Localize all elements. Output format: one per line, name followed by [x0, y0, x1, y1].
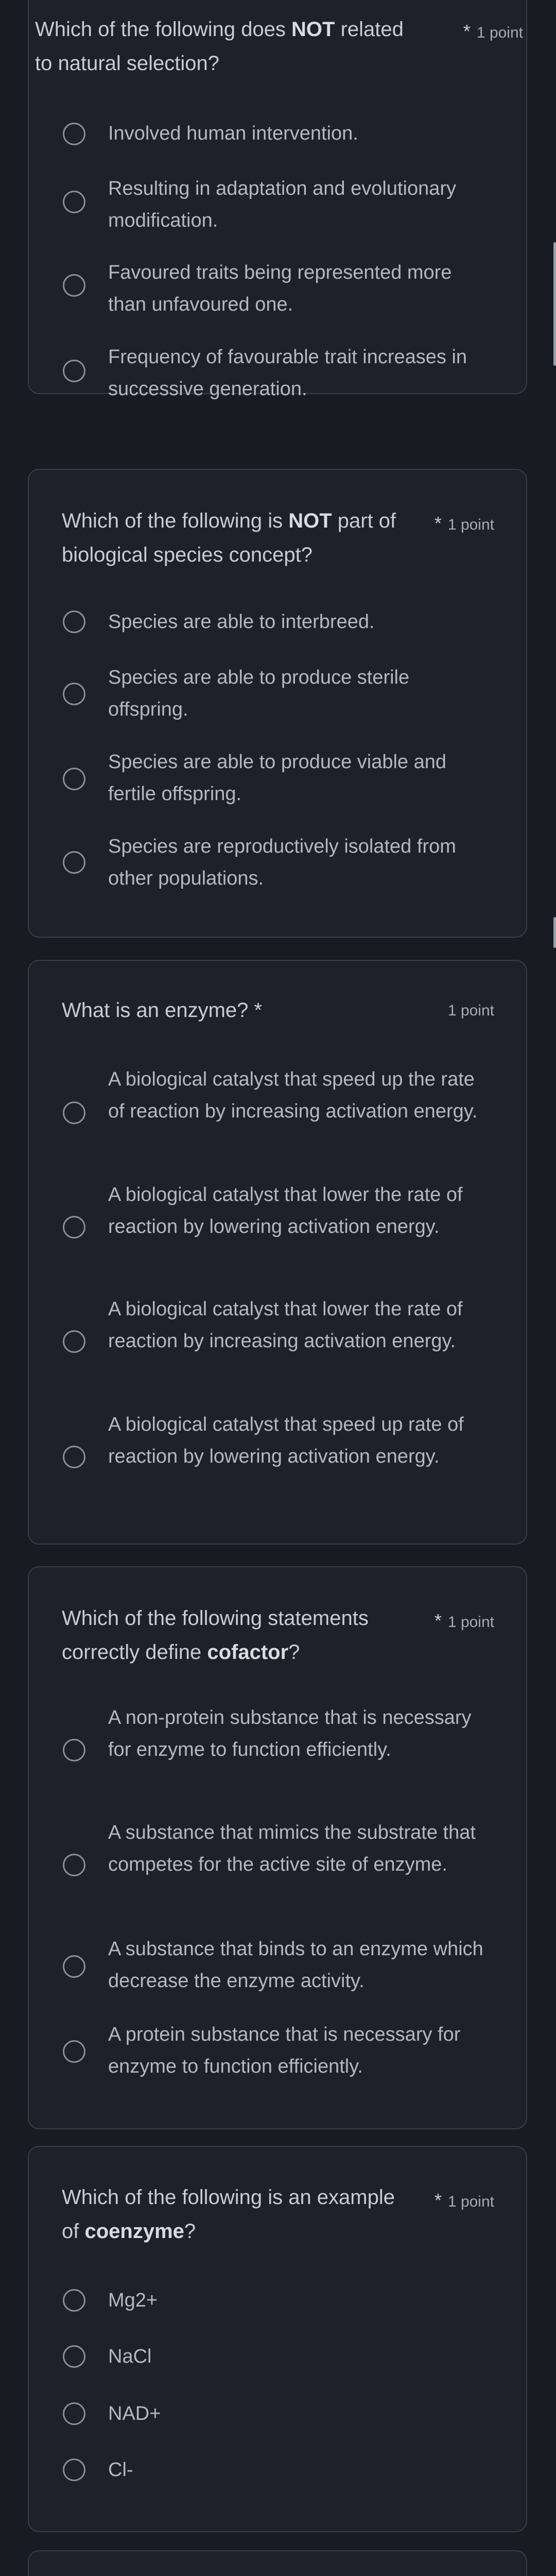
radio-button[interactable] [63, 851, 85, 874]
option-label[interactable]: A biological catalyst that speed up the rate of reaction by increasing activation energy. [108, 1069, 478, 1122]
points-label-5: * 1 point [434, 2190, 494, 2211]
question-title-3: What is an enzyme? * [62, 999, 263, 1022]
option-label[interactable]: A biological catalyst that lower the rate of reaction by increasing activation energy. [108, 1298, 463, 1352]
option-label[interactable]: Mg2+ [108, 2290, 158, 2311]
radio-button[interactable] [63, 768, 85, 790]
question-card-6 [28, 2550, 527, 2576]
points-label-2: * 1 point [434, 513, 494, 534]
option-label[interactable]: A biological catalyst that lower the rate of reaction by lowering activation energy. [108, 1184, 463, 1238]
radio-button[interactable] [63, 1955, 85, 1978]
radio-button[interactable] [63, 2289, 85, 2312]
radio-button[interactable] [63, 1739, 85, 1761]
radio-button[interactable] [63, 1854, 85, 1876]
radio-button[interactable] [63, 2040, 85, 2063]
option-label[interactable]: Species are able to produce sterile offspring. [108, 667, 410, 720]
radio-button[interactable] [63, 1216, 85, 1239]
option-label[interactable]: NAD+ [108, 2403, 161, 2425]
radio-button[interactable] [63, 1446, 85, 1468]
points-label-3: 1 point [447, 1002, 494, 1019]
question-title-4: Which of the following statements correctly define cofactor? [62, 1607, 369, 1664]
radio-button[interactable] [63, 683, 85, 705]
points-label-4: * 1 point [434, 1610, 494, 1631]
radio-button[interactable] [63, 191, 85, 213]
option-label[interactable]: Favoured traits being represented more than unfavoured one. [108, 262, 452, 315]
option-label[interactable]: A biological catalyst that speed up rate of reaction by lowering activation energy. [108, 1414, 464, 1467]
option-label[interactable]: Frequency of favourable trait increases in successive generation. [108, 346, 467, 400]
option-label[interactable]: A substance that binds to an enzyme which decrease the enzyme activity. [108, 1938, 483, 1992]
option-label[interactable]: NaCl [108, 2346, 152, 2367]
radio-button[interactable] [63, 2345, 85, 2368]
option-label[interactable]: Resulting in adaptation and evolutionary modification. [108, 178, 457, 231]
radio-button[interactable] [63, 2402, 85, 2425]
option-label[interactable]: A protein substance that is necessary for enzyme to function efficiently. [108, 2024, 461, 2077]
option-label[interactable]: Cl- [108, 2459, 133, 2481]
radio-button[interactable] [63, 1101, 85, 1124]
question-title-5: Which of the following is an example of coenzyme? [62, 2186, 395, 2243]
radio-button[interactable] [63, 1330, 85, 1353]
question-title-1: Which of the following does NOT related to natural selection? [35, 18, 404, 75]
question-title-2: Which of the following is NOT part of biological species concept? [62, 510, 396, 566]
option-label[interactable]: Species are able to interbreed. [108, 611, 375, 633]
radio-button[interactable] [63, 2459, 85, 2481]
scrollbar-marker [553, 917, 556, 948]
scrollbar-thumb[interactable] [553, 242, 556, 366]
option-label[interactable]: Involved human intervention. [108, 123, 358, 144]
option-label[interactable]: A non-protein substance that is necessary for enzyme to function efficiently. [108, 1707, 472, 1760]
option-label[interactable]: A substance that mimics the substrate that competes for the active site of enzyme. [108, 1822, 476, 1875]
radio-button[interactable] [63, 274, 85, 297]
radio-button[interactable] [63, 611, 85, 633]
radio-button[interactable] [63, 123, 85, 145]
option-label[interactable]: Species are reproductively isolated from other populations. [108, 836, 456, 889]
radio-button[interactable] [63, 360, 85, 382]
points-label-1: * 1 point [463, 21, 523, 42]
option-label[interactable]: Species are able to produce viable and fertile offspring. [108, 751, 447, 805]
